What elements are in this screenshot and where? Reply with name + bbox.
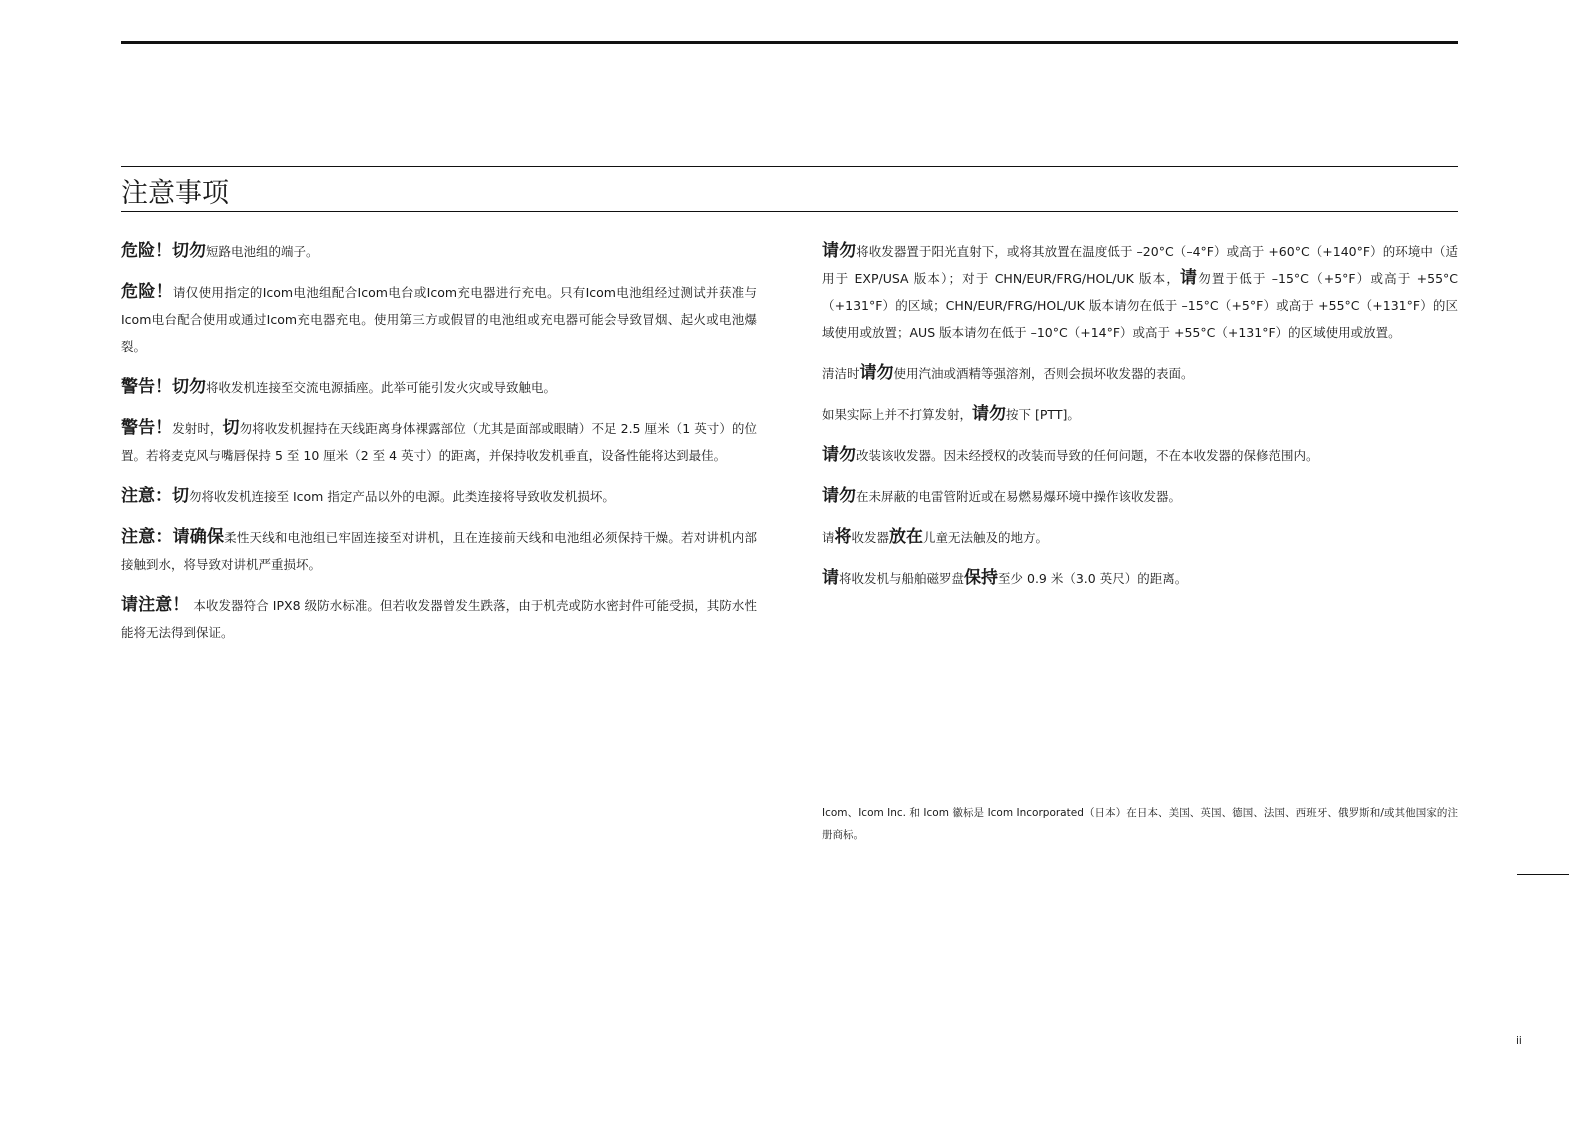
page-title: 注意事项: [121, 178, 229, 209]
caution-text: 短路电池组的端子。: [206, 244, 319, 259]
caution-prefix: 请: [822, 530, 835, 545]
caution-text: 按下 [PTT]。: [1006, 407, 1080, 422]
header-rule: [121, 41, 1458, 44]
caution-text: 将收发器置于阳光直射下，或将其放置在温度低于 –20°C（–4°F）或高于 +60°C（+140°F）的环境中（适用于 EXP/USA 版本）；对于 CHN/EUR/FRG/HOL/UK 版本，: [822, 244, 1459, 286]
caution-lead: 危险！: [121, 282, 173, 302]
caution-text: 请仅使用指定的Icom电池组配合Icom电台或Icom充电器进行充电。只有Icom电池组经过测试并获准与Icom电台配合使用或通过Icom充电器充电。使用第三方或假冒的电池组或充电器可能会导致冒烟、起火或电池爆裂。: [121, 285, 757, 354]
left-column: [121, 238, 757, 660]
caution-lead: 请勿: [822, 486, 856, 506]
caution-text: 收发器: [851, 530, 890, 545]
caution-text: 本收发器符合 IPX8 级防水标准。但若收发器曾发生跌落，由于机壳或防水密封件可能受损，其防水性能将无法得到保证。: [121, 598, 757, 640]
caution-paragraph: [822, 401, 1458, 428]
caution-lead: 请勿: [972, 404, 1007, 424]
caution-text: 将收发机与船舶磁罗盘: [839, 571, 965, 586]
caution-paragraph: [822, 524, 1458, 551]
margin-tab-rule: [1517, 874, 1569, 875]
caution-text: 儿童无法触及的地方。: [923, 530, 1049, 545]
caution-lead: 警告！切勿: [121, 377, 206, 397]
caution-lead-inline: 切: [222, 418, 240, 438]
caution-text: 将收发机连接至交流电源插座。此举可能引发火灾或导致触电。: [206, 380, 557, 395]
caution-lead-inline: 放在: [889, 527, 924, 547]
caution-paragraph: [121, 415, 757, 469]
page-number: ii: [1516, 1035, 1522, 1047]
caution-text: 在未屏蔽的电雷管附近或在易燃易爆环境中操作该收发器。: [856, 489, 1182, 504]
caution-text: 使用汽油或酒精等强溶剂，否则会损坏收发器的表面。: [893, 366, 1194, 381]
caution-paragraph: [121, 524, 757, 578]
caution-paragraph: [121, 279, 757, 360]
caution-prefix: 清洁时: [822, 366, 860, 381]
caution-lead: 注意：请确保: [121, 527, 225, 547]
caution-paragraph: [822, 360, 1458, 387]
caution-lead: 将: [834, 527, 852, 547]
caution-text: 改装该收发器。因未经授权的改装而导致的任何问题，不在本收发器的保修范围内。: [856, 448, 1319, 463]
caution-paragraph: [121, 238, 757, 265]
caution-text: 发射时，: [172, 421, 223, 436]
caution-lead-inline: 请: [1180, 268, 1199, 288]
caution-paragraph: [822, 565, 1458, 592]
caution-lead: 请注意！: [121, 595, 190, 615]
caution-paragraph: [822, 442, 1458, 469]
caution-text: 勿置于低于 –15°C（+5°F）或高于 +55°C（+131°F）的区域；CHN/EUR/FRG/HOL/UK 版本请勿在低于 –15°C（+5°F）或高于 +55°C（+131°F）的区域使用或放置；AUS 版本请勿在低于 –10°C（+14°F）或高于 +55°C（+131°F）的区域使用或放置。: [822, 271, 1459, 340]
caution-paragraph: [822, 483, 1458, 510]
caution-lead: 请勿: [859, 363, 894, 383]
caution-lead: 警告！: [121, 418, 173, 438]
title-rule-top: [121, 166, 1458, 167]
right-column: [822, 238, 1458, 606]
caution-lead-inline: 保持: [964, 568, 999, 588]
title-rule-bottom: [121, 211, 1458, 212]
caution-paragraph: [121, 483, 757, 510]
trademark-note: Icom、Icom Inc. 和 Icom 徽标是 Icom Incorporated（日本）在日本、美国、英国、德国、法国、西班牙、俄罗斯和/或其他国家的注册商标。: [822, 807, 1458, 841]
caution-text: 勿将收发机握持在天线距离身体裸露部位（尤其是面部或眼睛）不足 2.5 厘米（1 英寸）的位置。若将麦克风与嘴唇保持 5 至 10 厘米（2 至 4 英寸）的距离，并保持收发机垂直，设备性能将达到最佳。: [121, 421, 757, 463]
caution-text: 至少 0.9 米（3.0 英尺）的距离。: [998, 571, 1188, 586]
caution-paragraph: [822, 238, 1458, 346]
caution-lead: 注意：切: [121, 486, 189, 506]
caution-text: 柔性天线和电池组已牢固连接至对讲机，且在连接前天线和电池组必须保持干燥。若对讲机内部接触到水，将导致对讲机严重损坏。: [121, 530, 757, 572]
caution-lead: 请勿: [822, 445, 856, 465]
caution-lead: 请: [822, 568, 839, 588]
caution-prefix: 如果实际上并不打算发射，: [822, 407, 973, 422]
caution-lead: 危险！切勿: [121, 241, 206, 261]
caution-text: 勿将收发机连接至 Icom 指定产品以外的电源。此类连接将导致收发机损坏。: [189, 489, 615, 504]
caution-paragraph: [121, 374, 757, 401]
caution-paragraph: [121, 592, 757, 646]
caution-lead: 请勿: [822, 241, 857, 261]
